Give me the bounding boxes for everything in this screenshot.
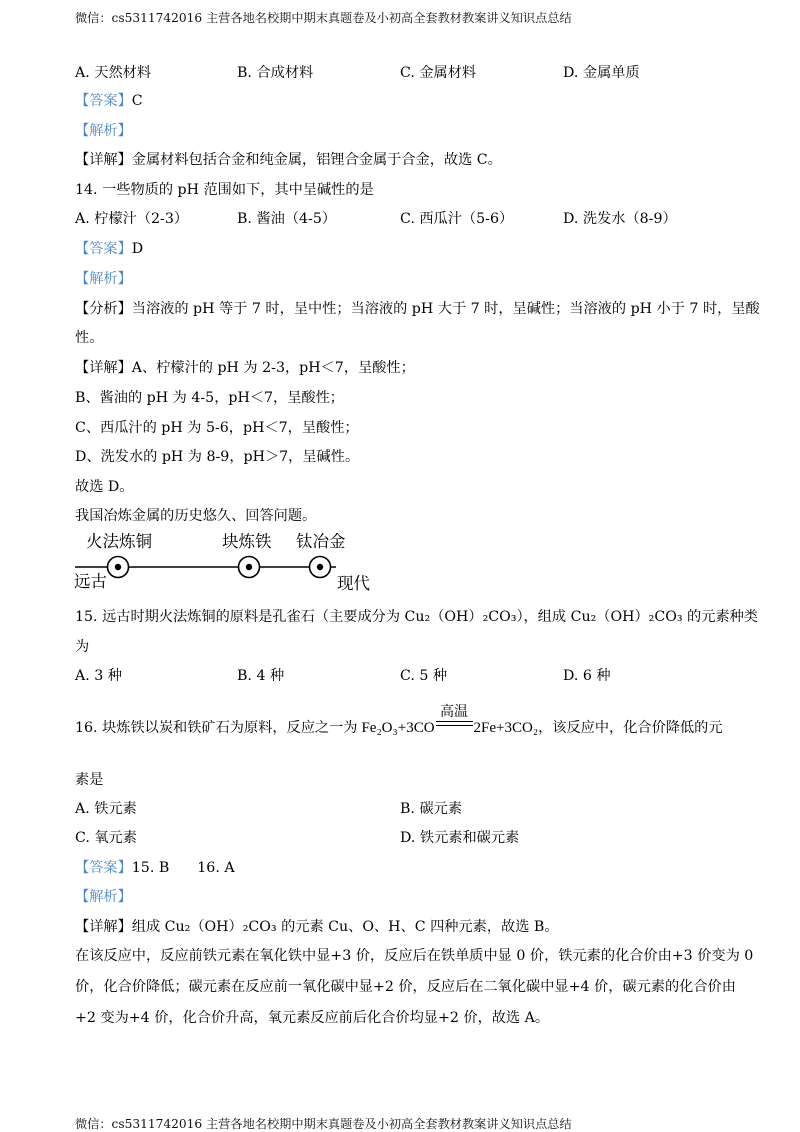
equation-products: 2Fe+3CO₂ bbox=[473, 720, 539, 736]
q13-option-b: B. 合成材料 bbox=[237, 65, 314, 81]
timeline-event-2: 块炼铁 bbox=[222, 532, 272, 551]
q14-option-d: D. 洗发水（8-9） bbox=[563, 211, 677, 227]
q13-option-d: D. 金属单质 bbox=[563, 65, 640, 81]
q14-option-c: C. 西瓜汁（5-6） bbox=[400, 211, 514, 227]
q16-option-c: C. 氧元素 bbox=[75, 830, 137, 846]
q14-detail-text-1: A、柠檬汁的 pH 为 2-3，pH＜7，呈酸性； bbox=[131, 360, 415, 376]
q15-option-c: C. 5 种 bbox=[400, 668, 448, 684]
timeline-end-label: 现代 bbox=[337, 574, 370, 593]
q14-option-a: A. 柠檬汁（2-3） bbox=[75, 211, 189, 227]
section-intro: 我国冶炼金属的历史悠久、回答问题。 bbox=[75, 508, 317, 524]
q15-16-detail-line-2: 在该反应中，反应前铁元素在氧化铁中显+3 价，反应后在铁单质中显 0 价，铁元素的化合价由+3 价变为 0 bbox=[75, 948, 754, 964]
analysis-tag: 【解析】 bbox=[75, 271, 132, 287]
q13-option-c: C. 金属材料 bbox=[400, 65, 477, 81]
q15-16-detail-line-1 bbox=[75, 916, 559, 938]
q16-stem-before: 16. 块炼铁以炭和铁矿石为原料，反应之一为 bbox=[75, 720, 358, 736]
page-header: 微信：cs5311742016 主营各地名校期中期末真题卷及小初高全套教材教案讲义知识点总结 bbox=[75, 11, 572, 25]
q15-option-a: A. 3 种 bbox=[75, 668, 122, 684]
metallurgy-timeline bbox=[70, 528, 390, 596]
q14-option-b: B. 酱油（4-5） bbox=[237, 211, 337, 227]
q13-detail-line bbox=[75, 149, 502, 171]
q14-detail-line-4: D、洗发水的 pH 为 8-9，pH＞7，呈碱性。 bbox=[75, 449, 360, 465]
q14-detail-line-1 bbox=[75, 357, 415, 379]
q14-detail-line-2: B、酱油的 pH 为 4-5，pH＜7，呈酸性； bbox=[75, 390, 344, 406]
q14-stem: 14. 一些物质的 pH 范围如下，其中呈碱性的是 bbox=[75, 182, 374, 198]
q15-answer: 15. B bbox=[131, 860, 170, 876]
q13-answer-line bbox=[75, 90, 143, 112]
equation-condition: 高温 bbox=[440, 704, 469, 720]
q13-option-a: A. 天然材料 bbox=[75, 65, 152, 81]
q16-option-a: A. 铁元素 bbox=[75, 801, 137, 817]
q15-stem-line-2: 为 bbox=[75, 639, 90, 655]
equation-reactants: Fe₂O₃+3CO bbox=[361, 720, 435, 736]
timeline-marker-1 bbox=[108, 557, 129, 578]
q13-detail: 金属材料包括合金和纯金属，铝锂合金属于合金，故选 C。 bbox=[131, 152, 502, 168]
chemical-equation bbox=[361, 704, 539, 739]
q16-option-d: D. 铁元素和碳元素 bbox=[400, 830, 520, 846]
timeline-marker-2 bbox=[239, 557, 260, 578]
timeline-event-3: 钛冶金 bbox=[296, 532, 346, 551]
q13-analysis-line bbox=[75, 120, 132, 142]
reasoning-tag: 【分析】 bbox=[75, 301, 132, 317]
analysis-tag: 【解析】 bbox=[75, 889, 132, 905]
q14-answer: D bbox=[131, 241, 144, 257]
q15-16-answer-line bbox=[75, 857, 235, 879]
q14-reasoning-text-1: 当溶液的 pH 等于 7 时，呈中性；当溶液的 pH 大于 7 时，呈碱性；当溶液的 pH 小于 7 时，呈酸 bbox=[131, 301, 760, 317]
q15-options bbox=[75, 665, 735, 687]
q14-reasoning-line-2: 性。 bbox=[75, 330, 104, 346]
q15-16-detail-text-1: 组成 Cu₂（OH）₂CO₃ 的元素 Cu、O、H、C 四种元素，故选 B。 bbox=[131, 919, 559, 935]
q14-options bbox=[75, 208, 735, 230]
q13-answer: C bbox=[131, 93, 143, 109]
q14-conclusion: 故选 D。 bbox=[75, 479, 134, 495]
timeline-event-1: 火法炼铜 bbox=[86, 532, 152, 551]
detail-tag: 【详解】 bbox=[75, 360, 132, 376]
q13-options bbox=[75, 62, 735, 84]
q16-options-row-1 bbox=[75, 798, 735, 820]
q16-stem-after: ，该反应中，化合价降低的元 bbox=[538, 720, 723, 736]
q15-16-detail-line-4: +2 变为+4 价，化合价升高，氧元素反应前后化合价均显+2 价，故选 A。 bbox=[75, 1010, 550, 1026]
detail-tag: 【详解】 bbox=[75, 152, 132, 168]
answer-tag: 【答案】 bbox=[75, 241, 132, 257]
answer-tag: 【答案】 bbox=[75, 860, 132, 876]
q16-options-row-2 bbox=[75, 827, 735, 849]
q15-option-d: D. 6 种 bbox=[563, 668, 611, 684]
answer-tag: 【答案】 bbox=[75, 93, 132, 109]
q14-detail-line-3: C、西瓜汁的 pH 为 5-6，pH＜7，呈酸性； bbox=[75, 420, 359, 436]
q16-option-b: B. 碳元素 bbox=[400, 801, 463, 817]
q16-stem-line-2: 素是 bbox=[75, 772, 104, 788]
timeline-start-label: 远古 bbox=[74, 572, 107, 591]
q15-16-analysis-line bbox=[75, 886, 132, 908]
q16-answer: 16. A bbox=[197, 860, 235, 876]
q15-16-detail-line-3: 价，化合价降低；碳元素在反应前一氧化碳中显+2 价，反应后在二氧化碳中显+4 价，碳元素的化合价由 bbox=[75, 979, 736, 995]
q14-answer-line bbox=[75, 238, 143, 260]
q15-option-b: B. 4 种 bbox=[237, 668, 285, 684]
q14-reasoning-line-1 bbox=[75, 298, 760, 320]
timeline-marker-3 bbox=[310, 557, 331, 578]
q16-stem-line-1 bbox=[75, 704, 723, 739]
q15-stem-line-1: 15. 远古时期火法炼铜的原料是孔雀石（主要成分为 Cu₂（OH）₂CO₃），组成 Cu₂（OH）₂CO₃ 的元素种类 bbox=[75, 609, 758, 625]
equation-double-line bbox=[436, 704, 473, 726]
page-footer: 微信：cs5311742016 主营各地名校期中期末真题卷及小初高全套教材教案讲义知识点总结 bbox=[75, 1117, 572, 1131]
q14-analysis-line bbox=[75, 268, 132, 290]
detail-tag: 【详解】 bbox=[75, 919, 132, 935]
analysis-tag: 【解析】 bbox=[75, 123, 132, 139]
